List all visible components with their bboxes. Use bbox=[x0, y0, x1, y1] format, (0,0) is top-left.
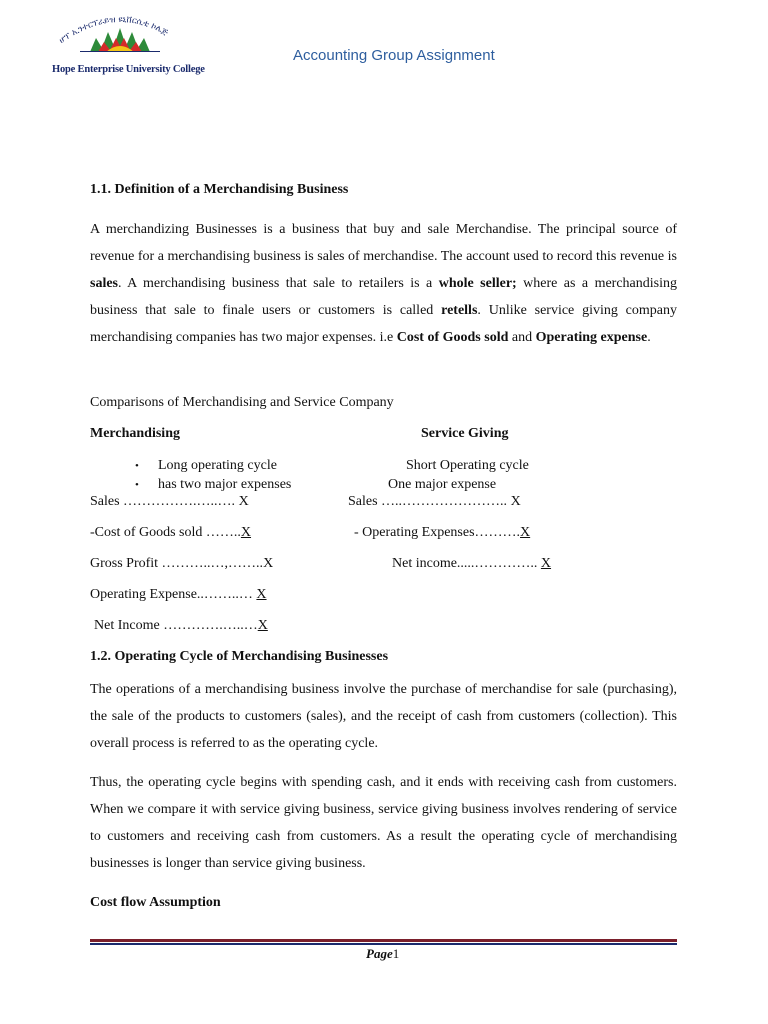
operating-cycle-paragraph: The operations of a merchandising business involve the purchase of merchandise for sale (purchasing), the sale of the products to customers (sales), and the receipt of cash from customers (collection). This overall process is referred to as the operating cycle. bbox=[90, 682, 677, 751]
section-heading-definition: 1.1. Definition of a Merchandising Business bbox=[90, 182, 349, 197]
service-row: Sales …..………………….. X bbox=[348, 494, 521, 509]
emphasis-term: sales bbox=[90, 276, 118, 291]
bullet-icon: • bbox=[135, 479, 139, 491]
page-number: Page1 bbox=[366, 946, 400, 961]
emphasis-term: Operating expense bbox=[535, 330, 648, 345]
merch-row: Sales …………….…..…. X bbox=[90, 494, 249, 509]
paragraph-text: . A merchandising business that sale to retailers is a bbox=[118, 276, 439, 291]
emphasis-term: retells bbox=[441, 303, 478, 318]
column-heading-merchandising: Merchandising bbox=[90, 426, 180, 441]
service-row: Net income.....………….. X bbox=[392, 556, 552, 571]
section-heading-cost-flow: Cost flow Assumption bbox=[90, 895, 221, 910]
header-title: Accounting Group Assignment bbox=[293, 47, 495, 64]
merch-row: -Cost of Goods sold ……..X bbox=[90, 525, 252, 540]
college-name: Hope Enterprise University College bbox=[52, 64, 205, 75]
operating-cycle-comparison-paragraph: Thus, the operating cycle begins with spending cash, and it ends with receiving cash from customers. When we compare it with service giving business, service giving business involves rendering of service to customers and receiving cash from customers. As a result the operating cycle of merchandising businesses is longer than service giving business. bbox=[90, 775, 677, 871]
comparison-intro: Comparisons of Merchandising and Service Company bbox=[90, 395, 394, 410]
merch-bullet-item: • Long operating cycle bbox=[135, 458, 277, 473]
svg-text:ሆፕ ኢንተርፕራይዝ ዩኒቨርሲቲ ኮሌጅ bbox=[57, 14, 170, 46]
service-row: - Operating Expenses……….X bbox=[354, 525, 531, 540]
merch-row: Gross Profit ………..…,……..X bbox=[90, 556, 274, 571]
merch-row: Operating Expense..……..… X bbox=[90, 587, 267, 602]
emphasis-term: whole seller; bbox=[438, 276, 517, 291]
definition-paragraph bbox=[90, 216, 677, 351]
merch-bullet-item: • has two major expenses bbox=[135, 477, 292, 492]
emphasis-term: Cost of Goods sold bbox=[396, 330, 509, 345]
paragraph-text: . bbox=[647, 330, 651, 345]
paragraph-text: . Unlike service giving company merchandising companies has two major expenses. i.e bbox=[90, 303, 678, 345]
service-point: One major expense bbox=[388, 477, 497, 492]
paragraph-text: A merchandizing Businesses is a business that buy and sale Merchandise. The principal source of revenue for a merchandising business is sales of merchandise. The account used to record this revenue is bbox=[90, 222, 677, 264]
section-heading-operating-cycle: 1.2. Operating Cycle of Merchandising Businesses bbox=[90, 649, 389, 664]
paragraph-text: and bbox=[508, 330, 536, 345]
column-heading-service: Service Giving bbox=[421, 426, 509, 441]
logo-emblem bbox=[50, 6, 190, 52]
bullet-icon: • bbox=[135, 460, 139, 472]
paragraph-text: where as a merchandising business that sale to finale users or customers is called bbox=[90, 276, 678, 318]
footer-divider bbox=[90, 939, 677, 942]
footer-divider bbox=[90, 943, 677, 945]
college-logo bbox=[50, 6, 205, 78]
logo-arc-text: ሆፕ ኢንተርፕራይዝ ዩኒቨርሲቲ ኮሌጅ bbox=[57, 14, 170, 46]
service-point: Short Operating cycle bbox=[406, 458, 529, 473]
merch-row: Net Income ………….…..…X bbox=[94, 618, 268, 633]
